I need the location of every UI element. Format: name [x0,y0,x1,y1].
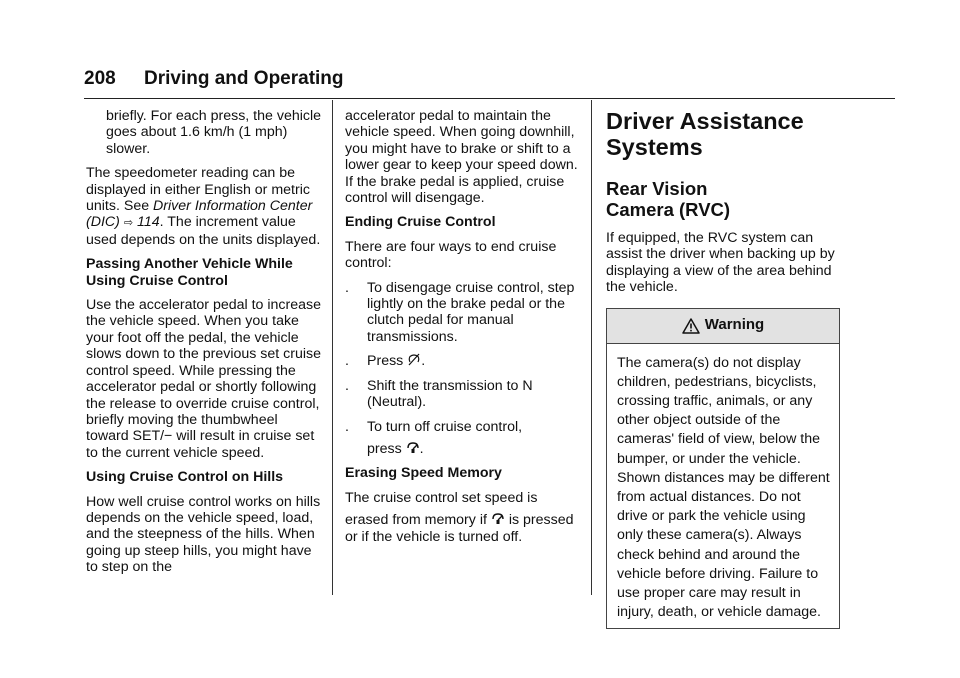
paragraph-hills: How well cruise control works on hills depends on the vehicle speed, load, and the steepness of the hills. When going up steep hills, you might have to step on the [86,493,321,576]
paragraph-passing: Use the accelerator pedal to increase the vehicle speed. When you take your foot off the pedal, the vehicle slows down to the previous set cruise control speed. While pressing the accelerator pedal or shortly following the release to override cruise control, briefly moving the thumbwheel toward SET/− will result in cruise set to the current vehicle speed. [86,297,322,461]
warning-title: Warning [704,316,765,334]
bullet-dot: . [345,418,349,435]
header-divider [84,98,895,99]
paragraph-speedometer [86,165,322,248]
bullet-dot: . [345,353,349,370]
warning-header [607,309,839,344]
text-run: The speedometer reading can be displayed in either English or metric units. See [86,165,310,215]
cruise-cancel-icon [407,353,421,366]
list-item-text [367,353,583,369]
column-divider-1 [332,100,333,595]
column-1 [86,108,322,584]
text-run: To turn off cruise control, [367,418,523,435]
warning-box [606,308,840,630]
section-heading: Driver Assistance Systems [606,108,804,160]
list-item [345,378,583,411]
warning-triangle-icon [682,318,700,334]
paragraph-erasing-1: The cruise control set speed is [345,489,538,506]
subheading-hills: Using Cruise Control on Hills [86,469,284,486]
subsection-heading: Rear Vision Camera (RVC) [606,178,731,220]
text-run: is pressed or if the vehicle is turned off. [345,512,574,545]
text-run: erased from memory if [345,512,487,529]
warning-text: The camera(s) do not display children, pedestrians, bicyclists, crossing traffic, animals, or any other object outside of the cameras' field of view, below the bumper, or under the vehicle. Shown distances may be different from actual distances. Do not drive or park the vehicle using only these camera(s). Always check behind and around the vehicle before driving. Failure to use proper care may result in injury, death, or vehicle damage. [617,354,830,621]
text-run: press [367,440,402,457]
section-title: Driving and Operating [144,68,344,89]
list-item [345,280,583,346]
page-number: 208 [84,68,116,89]
cruise-on-off-icon [491,512,505,526]
paragraph-rvc-intro: If equipped, the RVC system can assist the driver when backing up by displaying a view of the area behind the vehicle. [606,230,835,296]
dic-link[interactable]: Driver Information Center (DIC) [86,198,313,231]
dic-page-link[interactable]: 114 [137,214,160,231]
text-run: . [419,440,424,457]
text-run: . [421,353,426,370]
text-run: . The increment value used depends on the units displayed. [86,214,321,248]
text-run: Press [367,353,404,370]
list-item-text [367,419,583,458]
column-divider-2 [591,100,592,595]
paragraph-four-ways: There are four ways to end cruise control: [345,238,557,272]
column-2 [345,108,583,553]
subheading-passing: Passing Another Vehicle While Using Cruise Control [86,256,293,289]
list-item-text: To disengage cruise control, step lightly on the brake pedal or the clutch pedal for manual transmissions. [367,279,575,345]
paragraph-continuation: briefly. For each press, the vehicle goes about 1.6 km/h (1 mph) slower. [106,108,322,157]
paragraph-accelerator: accelerator pedal to maintain the vehicle speed. When going downhill, you might have to brake or shift to a lower gear to keep your speed down. If the brake pedal is applied, cruise control will disengage. [345,108,578,207]
list-item [345,353,583,369]
cruise-on-off-icon [406,441,420,455]
bullet-dot: . [345,279,349,296]
page-header [84,68,894,98]
page-ref-arrow-icon: ⇨ [123,217,134,230]
column-3 [606,108,842,629]
bullet-dot: . [345,377,349,394]
list-item-text: Shift the transmission to N (Neutral). [367,377,533,411]
subheading-ending: Ending Cruise Control [345,214,496,231]
paragraph-erasing-2 [345,512,583,545]
list-item [345,419,583,458]
subheading-erasing: Erasing Speed Memory [345,465,502,482]
